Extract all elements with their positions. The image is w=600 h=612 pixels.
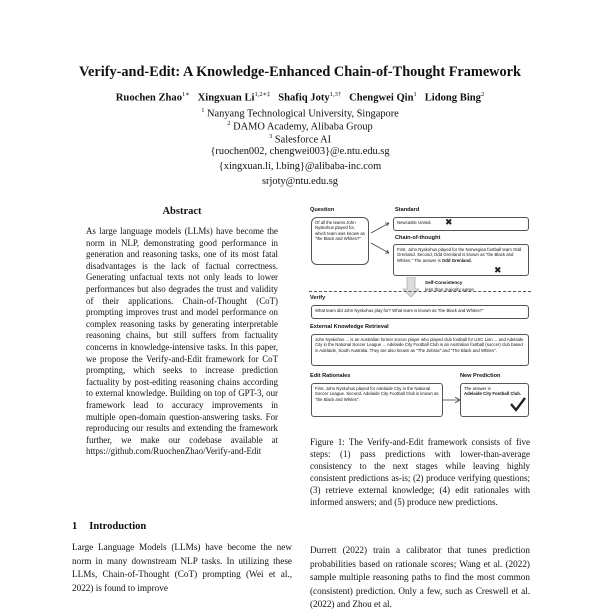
author-sup: 1∗ — [182, 91, 190, 98]
down-arrow-icon — [401, 277, 421, 299]
intro-text: Large Language Models (LLMs) have become the new norm in many downstream NLP tasks. In utilizing these LLMs, Chain-of-Thought (CoT) prompting (Wei et al., 2022) is found to improve — [72, 542, 292, 593]
question-box — [311, 217, 369, 265]
new-prediction-label: New Prediction — [460, 373, 501, 379]
paper-title: Verify-and-Edit: A Knowledge-Enhanced Chain-of-Thought Framework — [79, 64, 521, 80]
affiliation-text: DAMO Academy, Alibaba Group — [233, 121, 373, 133]
verify-box — [311, 305, 529, 319]
retrieval-label: External Knowledge Retrieval — [310, 324, 389, 330]
edit-box — [311, 383, 443, 417]
author-name: Ruochen Zhao — [115, 92, 183, 104]
abstract-text: As large language models (LLMs) have become the norm in NLP, demonstrating good performance in generation and reasoning tasks, one of its most fatal disadvantages is the lack of factual correctness. Generating unfactual texts not only leads to lower performances but also degrades the trust and validity of their applications. Chain-of-Thought (CoT) prompting improves trust and model performance on complex reasoning tasks by generating interpretable reasoning chains, but still suffers from factuality concerns in knowledge-intensive tasks. In this paper, we propose the Verify-and-Edit framework for CoT prompting, which seeks to increase prediction factuality by post-editing reasoning chains according to external knowledge. Building on top of GPT-3, our framework lead to accuracy improvements in multiple open-domain question-answering tasks. For reproducing our results and extending the framework further, we make our codebase available at https://github.com/RuochenZhao/Verify-and-Edit — [86, 226, 278, 457]
standard-answer: Newcastle United. — [397, 220, 432, 225]
affiliation-sup: 2 — [227, 120, 231, 127]
author-name: Shafiq Joty — [278, 92, 330, 104]
affiliation-text: Salesforce AI — [274, 134, 332, 146]
edit-text: First, John Nyskohus played for Adelaide City in the National Soccer League. Second, Adelaide City Football Club is known as "the Black and Whites". — [315, 386, 439, 402]
self-consistency-note: less than majority agree — [425, 287, 474, 292]
cot-box — [393, 244, 529, 276]
wrong-icon: ✖ — [445, 217, 453, 227]
affiliation-sup: 3 — [268, 133, 273, 140]
verify-label: Verify — [310, 295, 326, 301]
author-name: Lidong Bing — [424, 92, 481, 104]
branch-arrows — [369, 215, 393, 265]
cot-answer: Odd Grenland. — [441, 257, 472, 263]
email: {xingxuan.li, l.bing}@alibaba-inc.com — [218, 161, 382, 172]
section-heading — [72, 521, 146, 532]
section-number: 1 — [72, 521, 78, 532]
framework-figure — [309, 205, 531, 430]
retrieval-box — [311, 334, 529, 366]
author-sup: 1,3† — [329, 91, 342, 98]
new-prediction-answer: Adelaide City Football Club. — [464, 391, 522, 397]
wrong-icon: ✖ — [494, 265, 502, 275]
body-text: Durrett (2022) train a calibrator that tunes prediction probabilities based on rationale scores; Wang et al. (2022) sample multiple reasoning paths to find the most common (consistent) prediction. Only a few, such as Creswell et al. (2022) and Zhou et al. — [310, 545, 530, 610]
self-consistency-label: Self-Consistency — [425, 280, 463, 285]
author-sup: 1,2∗‡ — [254, 91, 271, 98]
affiliation-sup: 1 — [201, 107, 205, 114]
abstract-heading: Abstract — [162, 206, 202, 217]
author-sup: 2 — [480, 91, 485, 98]
standard-box — [393, 217, 529, 231]
edit-label: Edit Rationales — [310, 373, 351, 379]
new-prediction-text: The answer is — [464, 386, 491, 391]
author-list — [0, 90, 600, 104]
author-sup: 1 — [413, 91, 417, 98]
check-icon — [509, 395, 527, 413]
retrieval-text: John Nyskohus ... is an Australian former soccer player who played club football for USC Lion ... and Adelaide City in the National Soccer League ... Adelaide City Football Club is an Australian football (soccer) club based in Adelaide, South Australia. They are also known as "The Zebras" and "The Black and Whites". — [315, 337, 524, 353]
standard-label: Standard — [395, 207, 420, 213]
author-name: Chengwei Qin — [349, 92, 414, 104]
verify-text: What team did John Nyskohus play for? What team is known as "the Black and Whites?" — [315, 308, 484, 313]
question-text: Of all the teams John Nyskohus played for, which team was known as "the Black and Whites?" — [315, 220, 365, 242]
email: {ruochen002, chengwei003}@e.ntu.edu.sg — [210, 146, 390, 157]
figure-caption: Figure 1: The Verify-and-Edit framework consists of five steps: (1) pass predictions with lower-than-average consistency to the next stages while leaving highly consistent predictions as-is; (2) produce verifying questions; (3) retrieve external knowledge; (4) edit rationales with informed answers; and (5) produce new predictions. — [310, 437, 530, 507]
section-title: Introduction — [89, 521, 147, 532]
cot-text: First, John Nyskohus played for the Norwegian football team Odd Grenland. Second, Odd Grenland is known as "the Black and Whites." The answer is — [397, 247, 522, 263]
question-label: Question — [310, 207, 335, 213]
cot-label: Chain-of-thought — [395, 235, 441, 241]
author-name: Xingxuan Li — [197, 92, 255, 104]
affiliation-text: Nanyang Technological University, Singapore — [207, 108, 399, 120]
affiliation — [0, 130, 600, 146]
dashed-divider — [309, 291, 531, 292]
email: srjoty@ntu.edu.sg — [262, 176, 338, 187]
